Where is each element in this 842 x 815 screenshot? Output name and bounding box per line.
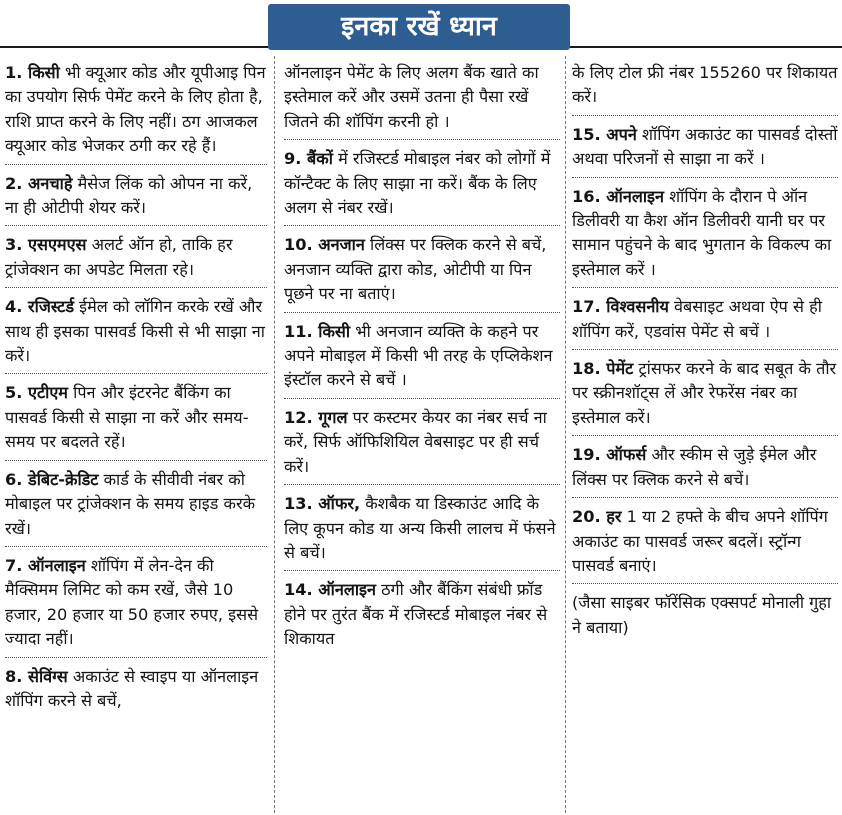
column-divider [274, 56, 275, 813]
tip-lead: 2. अनचाहे [5, 173, 73, 193]
tip-text: शॉपिंग के दौरान पे ऑन डिलीवरी या कैश ऑन डिलीवरी यानी घर पर सामान पहुंचने के बाद भुगतान के विकल्प का इस्तेमाल करें । [572, 186, 832, 279]
column-2 [284, 58, 560, 661]
tip-text: लिंक्स पर क्लिक करने से बचें, अनजान व्यक्ति द्वारा कोड, ओटीपी या पिन पूछने पर ना बताएं। [284, 235, 547, 304]
tip-item [572, 292, 838, 350]
tip-text: ईमेल को लॉगिन करके रखें और साथ ही इसका पासवर्ड किसी से भी साझा ना करें। [5, 297, 265, 366]
tip-lead: 13. ऑफर, [284, 494, 361, 514]
tip-item [572, 354, 838, 436]
tip-lead: 10. अनजान [284, 235, 365, 255]
tip-text: कैशबैक या डिस्काउंट आदि के लिए कूपन कोड या अन्य किसी लालच में फंसने से बचें। [284, 494, 556, 562]
tip-text: के लिए टोल फ्री नंबर 155260 पर शिकायत करें। [572, 63, 838, 107]
tip-item [572, 182, 838, 289]
tip-item [284, 575, 560, 656]
tip-item [572, 502, 838, 584]
tip-lead: 19. ऑफर्स [572, 445, 647, 465]
tip-item [284, 58, 560, 140]
tip-lead: 11. किसी [284, 321, 351, 341]
tip-text: (जैसा साइबर फॉरेंसिक एक्सपर्ट मोनाली गुहा ने बताया) [572, 593, 832, 637]
tip-lead: 14. ऑनलाइन [284, 580, 376, 600]
column-divider [565, 56, 566, 813]
tip-item [284, 230, 560, 312]
tip-item [5, 551, 267, 658]
tip-text: कार्ड के सीवीवी नंबर को मोबाइल पर ट्रांजेक्शन के समय हाइड करके रखें। [5, 469, 256, 538]
tip-text: और स्कीम से जुड़े ईमेल और लिंक्स पर क्लिक करने से बचें। [572, 445, 817, 489]
tip-lead: 15. अपने [572, 124, 637, 144]
tip-text: वेबसाइट अथवा ऐप से ही शॉपिंग करें, एडवांस पेमेंट से बचें । [572, 297, 822, 341]
tip-text: अकाउंट से स्वाइप या ऑनलाइन शॉपिंग करने से बचें, [5, 666, 259, 710]
tip-lead: 7. ऑनलाइन [5, 555, 86, 575]
tip-text: भी अनजान व्यक्ति के कहने पर अपने मोबाइल में किसी भी तरह के एप्लिकेशन इंस्टॉल करने से बचें । [284, 321, 553, 390]
tip-item [284, 489, 560, 571]
tip-item [284, 317, 560, 399]
tip-text: ट्रांसफर करने के बाद सबूत के तौर पर स्क्रीनशॉट्स लें और रेफरेंस नंबर का इस्तेमाल करें। [572, 359, 837, 427]
tip-lead: 8. सेविंग्स [5, 666, 68, 686]
tip-text: भी क्यूआर कोड और यूपीआइ पिन का उपयोग सिर्फ पेमेंट करने के लिए होता है, राशि प्राप्त करने के लिए नहीं। ठग आजकल क्यूआर कोड भेजकर ठगी कर रहे हैं। [5, 63, 266, 156]
tip-item [5, 230, 267, 288]
source-note [572, 588, 838, 645]
tip-text: 1 या 2 हफ्ते के बीच अपने शॉपिंग अकाउंट का पासवर्ड जरूर बदलें। स्ट्रॉन्ग पासवर्ड बनाएं। [572, 507, 828, 575]
tip-lead: 6. डेबिट-क्रेडिट [5, 469, 99, 489]
tip-text: शॉपिंग में लेन-देन की मैक्सिमम लिमिट को कम रखें, जैसे 10 हजार, 20 हजार या 50 हजार रुपए, इससे ज्यादा नहीं। [5, 555, 259, 649]
tip-text: में रजिस्टर्ड मोबाइल नंबर को लोगों में कॉन्टैक्ट के लिए साझा ना करें। बैंक के लिए अलग से नंबर रखें। [284, 149, 551, 218]
tip-lead: 12. गूगल [284, 407, 348, 427]
tip-lead: 5. एटीएम [5, 383, 68, 403]
tip-text: पिन और इंटरनेट बैंकिंग का पासवर्ड किसी से साझा ना करें और समय-समय पर बदलते रहें। [5, 383, 249, 452]
tip-lead: 1. किसी [5, 63, 60, 82]
tip-item [5, 662, 267, 719]
tip-lead: 17. विश्वसनीय [572, 297, 669, 317]
tip-text: शॉपिंग अकाउंट का पासवर्ड दोस्तों अथवा परिजनों से साझा ना करें । [572, 124, 838, 169]
tip-item [5, 292, 267, 374]
tip-item [572, 120, 838, 178]
tip-text: ऑनलाइन पेमेंट के लिए अलग बैंक खाते का इस्तेमाल करें और उसमें उतना ही पैसा रखें जितने की शॉपिंग करनी हो । [284, 63, 539, 131]
column-3 [572, 58, 838, 649]
tip-item [5, 58, 267, 165]
tip-text: मैसेज लिंक को ओपन ना करें, ना ही ओटीपी शेयर करें। [5, 173, 253, 218]
column-1 [5, 58, 267, 722]
tip-text: ठगी और बैंकिंग संबंधी फ्रॉड होने पर तुरंत बैंक में रजिस्टर्ड मोबाइल नंबर से शिकायत [284, 580, 548, 649]
tip-item [284, 144, 560, 226]
tip-item [5, 169, 267, 227]
tip-item [284, 403, 560, 485]
tip-lead: 16. ऑनलाइन [572, 186, 664, 206]
tip-item [5, 465, 267, 547]
banner-title: इनका रखें ध्यान [268, 4, 570, 50]
tip-lead: 9. बैंकों [284, 149, 333, 169]
tip-lead: 18. पेमेंट [572, 359, 634, 379]
tip-text: अलर्ट ऑन हो, ताकि हर ट्रांजेक्शन का अपडेट मिलता रहे। [5, 235, 233, 279]
tip-lead: 4. रजिस्टर्ड [5, 297, 74, 317]
tip-item [572, 440, 838, 498]
tip-lead: 20. हर [572, 507, 622, 527]
tip-item [5, 378, 267, 460]
tip-item [572, 58, 838, 116]
tip-lead: 3. एसएमएस [5, 235, 87, 255]
tip-text: पर कस्टमर केयर का नंबर सर्च ना करें, सिर्फ ऑफिशियिल वेबसाइट पर ही सर्च करें। [284, 407, 547, 476]
